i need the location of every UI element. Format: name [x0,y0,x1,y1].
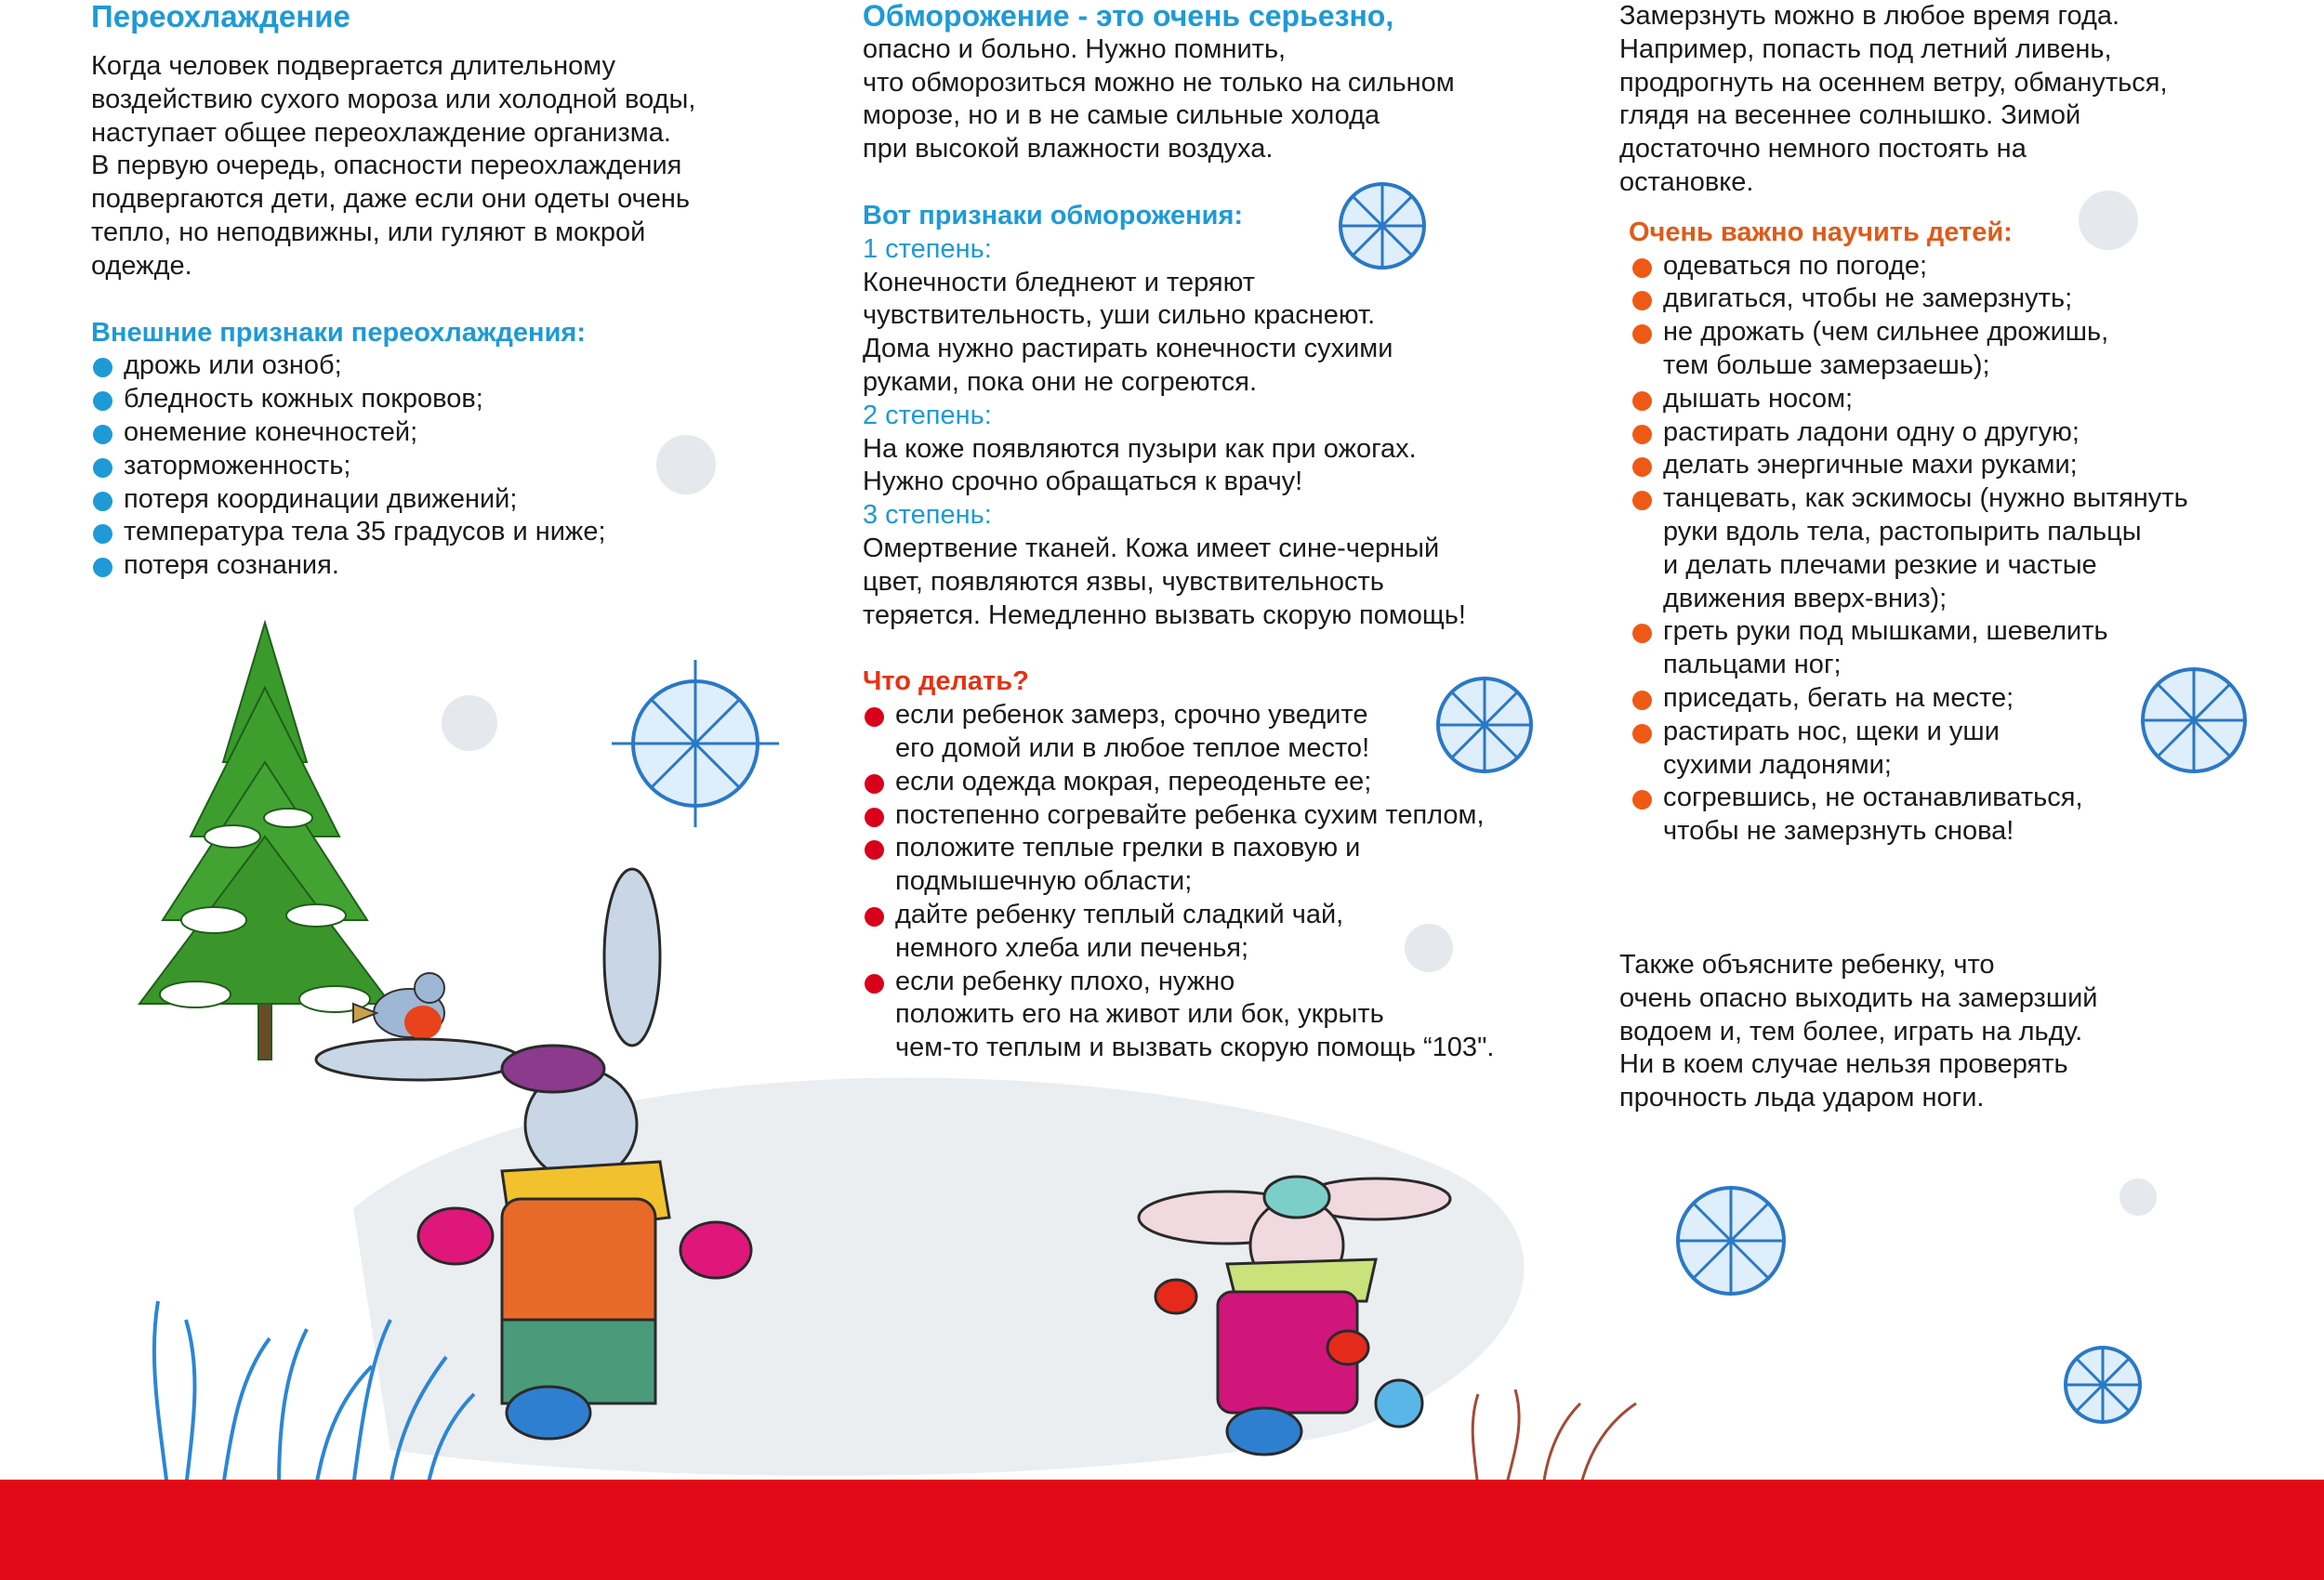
list-item: потеря координации движений; [91,483,798,517]
section-title-hypothermia: Переохлаждение [91,0,350,33]
list-item: положите теплые грелки в паховую и подмышечную области; [863,832,1569,899]
signs-list [91,349,798,583]
list-item: потеря сознания. [91,549,798,583]
bullet-icon [1632,790,1652,810]
bullet-icon [1632,258,1652,278]
degree-text: На коже появляются пузыри как при ожогах. [863,433,1417,464]
snowflake-icon [2066,1348,2140,1422]
bullet-icon [865,774,884,794]
bullet-icon [1632,291,1652,310]
list-item: растирать ладони одну о другую; [1631,416,2289,450]
intro-line: Когда человек подвергается длительному [91,51,616,81]
list-item: онемение конечностей; [91,416,798,450]
intro-line: Замерзнуть можно в любое время года. [1619,1,2120,31]
intro-line: В первую очередь, опасности переохлаждения [91,151,682,181]
list-item: дайте ребенку теплый сладкий чай, немного хлеба или печенья; [863,899,1569,966]
bullet-icon [93,391,112,411]
intro-line: продрогнуть на осеннем ветру, обмануться, [1619,67,2168,98]
list-item: дрожь или озноб; [91,349,798,383]
signs-heading: Внешние признаки переохлаждения: [91,317,586,348]
snowflake-icon [1678,1188,1784,1294]
intro-line: опасно и больно. Нужно помнить, [863,33,1287,64]
outro-line: прочность льда ударом ноги. [1619,1083,1985,1113]
intro-line: при высокой влажности воздуха. [863,134,1274,165]
todo-list [863,699,1569,1065]
bullet-icon [93,425,112,444]
list-item: бледность кожных покровов; [91,383,798,416]
degree-text: Омертвение тканей. Кожа имеет сине-черный [863,533,1440,563]
bullet-icon [1632,691,1652,710]
what-to-do-heading: Что делать? [863,666,1029,697]
degree-3-label: 3 степень: [863,500,992,531]
outro-line: Ни в коем случае нельзя проверять [1619,1049,2068,1080]
bullet-icon [1632,724,1652,744]
bullet-icon [93,558,112,577]
intro-line: воздействию сухого мороза или холодной воды, [91,84,696,114]
frostbite-signs-heading: Вот признаки обморожения: [863,200,1244,230]
degree-text: Конечности бледнеют и теряют [863,267,1255,297]
list-item: не дрожать (чем сильнее дрожишь, тем больше замерзаешь); [1631,316,2289,383]
list-item: если одежда мокрая, переоденьте ее; [863,766,1569,799]
bullet-icon [1632,425,1652,444]
bullet-icon [1632,391,1652,411]
intro-line: достаточно немного постоять на [1619,134,2027,165]
bullet-icon [93,524,112,544]
degree-text: руками, пока они не согреются. [863,366,1258,397]
list-item: одеваться по погоде; [1631,250,2289,283]
intro-line: остановке. [1619,166,1754,197]
intro-line: одежде. [91,250,192,281]
bullet-icon [865,840,884,860]
bullet-icon [1632,624,1652,643]
bullet-icon [93,358,112,377]
degree-text: теряется. Немедленно вызвать скорую помощь! [863,599,1466,630]
bullet-icon [865,907,884,927]
degree-1-label: 1 степень: [863,233,992,264]
bullet-icon [93,458,112,478]
bullet-icon [865,808,884,827]
column-frostbite [863,0,1569,1065]
list-item: согревшись, не останавливаться, чтобы не замерзнуть снова! [1631,782,2289,849]
degree-2-label: 2 степень: [863,400,992,430]
outro-line: очень опасно выходить на замерзший [1619,982,2098,1013]
snowflake-icon [612,660,779,827]
list-item: дышать носом; [1631,383,2289,416]
list-item: заторможенность; [91,450,798,483]
bullet-icon [1632,491,1652,510]
outro-line: Также объясните ребенку, что [1619,949,1995,980]
degree-text: цвет, появляются язвы, чувствительность [863,566,1384,597]
degree-text: чувствительность, уши сильно краснеют. [863,300,1376,331]
intro-line: что обморозиться можно не только на сильном [863,67,1455,98]
list-item: танцевать, как эскимосы (нужно вытянуть руки вдоль тела, растопырить пальцы и делать плечами резкие и частые движения вверх-вниз); [1631,482,2289,615]
intro-line: Например, попасть под летний ливень, [1619,33,2112,64]
list-item: растирать нос, щеки и уши сухими ладонями; [1631,716,2289,783]
fir-tree [139,623,390,1060]
intro-line: подвергаются дети, даже если они одеты очень [91,184,690,215]
column-prevention [1619,0,2289,1115]
outro-line: водоем и, тем более, играть на льду. [1619,1016,2083,1047]
column-hypothermia [91,0,798,583]
list-item: греть руки под мышками, шевелить пальцами ног; [1631,615,2289,682]
degree-text: Дома нужно растирать конечности сухими [863,334,1393,364]
bullet-icon [93,492,112,511]
list-item: если ребенку плохо, нужно положить его на живот или бок, укрыть чем-то теплым и вызвать скорую помощь “103". [863,966,1569,1065]
intro-line: морозе, но и в не самые сильные холода [863,100,1380,131]
list-item: температура тела 35 градусов и ниже; [91,516,798,549]
teach-kids-heading: Очень важно научить детей: [1629,217,2013,247]
intro-line: глядя на весеннее солнышко. Зимой [1619,100,2081,131]
list-item: если ребенок замерз, срочно уведите его домой или в любое теплое место! [863,699,1569,766]
bullet-icon [1632,457,1652,477]
list-item: приседать, бегать на месте; [1631,682,2289,716]
intro-line: тепло, но неподвижны, или гуляют в мокрой [91,217,646,247]
degree-text: Нужно срочно обращаться к врачу! [863,467,1303,497]
grass-brown [1472,1389,1636,1487]
bullet-icon [1632,324,1652,344]
floor-stripe [0,1480,2324,1580]
list-item: двигаться, чтобы не замерзнуть; [1631,283,2289,316]
list-item: делать энергичные махи руками; [1631,449,2289,482]
list-item: постепенно согревайте ребенка сухим теплом, [863,799,1569,833]
section-title-frostbite: Обморожение - это очень серьезно, [863,0,1394,33]
bullet-icon [865,974,884,994]
teach-list [1619,250,2289,849]
intro-line: наступает общее переохлаждение организма. [91,117,671,148]
bullet-icon [865,707,884,727]
